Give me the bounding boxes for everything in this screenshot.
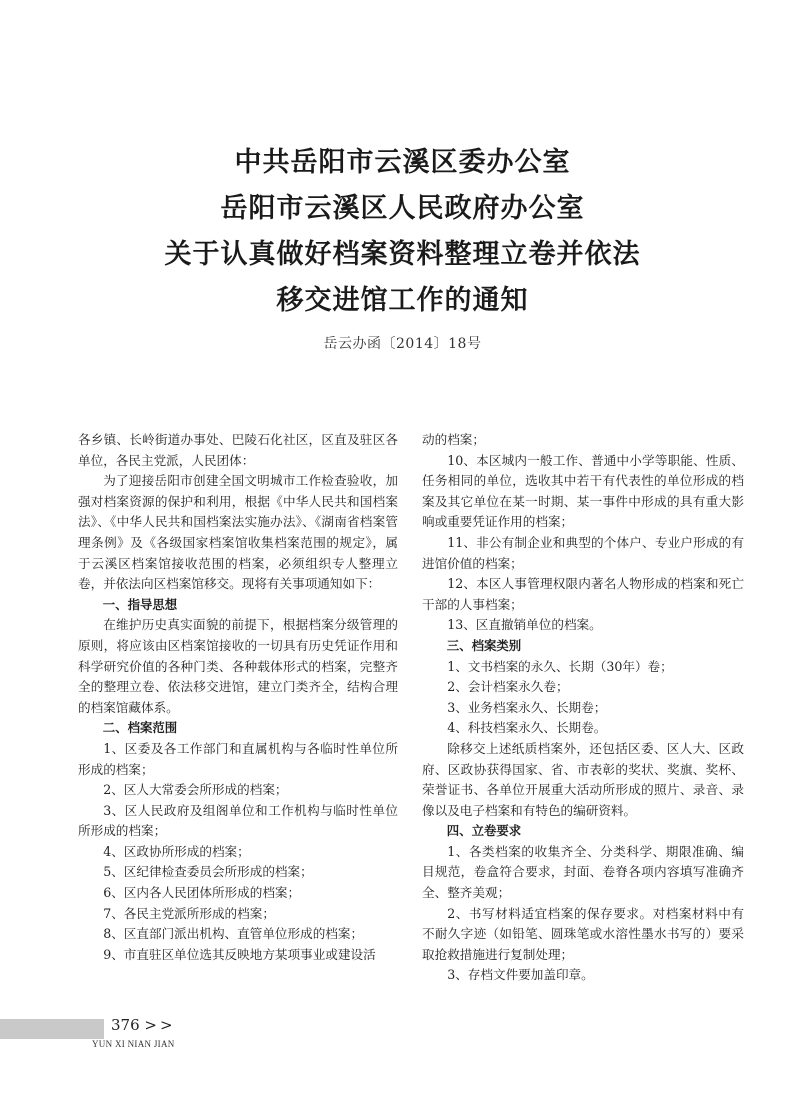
paragraph: 4、科技档案永久、长期卷。 <box>447 720 607 736</box>
paragraph: 动的档案； <box>422 432 485 447</box>
section-heading: 二、档案范围 <box>102 720 178 736</box>
page-number-value: 376 <box>111 1016 140 1034</box>
paragraph: 3、业务档案永久、长期卷； <box>447 699 607 715</box>
right-text-column <box>422 430 744 986</box>
paragraph: 7、各民主党派所形成的档案； <box>103 905 275 921</box>
paragraph: 3、区人民政府及组阁单位和工作机构与临时性单位所形成的档案； <box>78 802 398 839</box>
paragraph: 1、文书档案的永久、长期（30年）卷； <box>447 658 673 674</box>
title-line: 移交进馆工作的通知 <box>276 285 529 316</box>
paragraph: 5、区纪律检查委员会所形成的档案； <box>103 864 313 880</box>
paragraph: 12、本区人事管理权限内著名人物形成的档案和死亡干部的人事档案； <box>422 576 744 612</box>
paragraph: 2、书写材料适宜档案的保存要求。对档案材料中有不耐久字迹（如铅笔、圆珠笔或水溶性墨水书写的）要采取抢救措施进行复制处理； <box>422 905 744 962</box>
publication-name: YUN XI NIAN JIAN <box>92 1039 175 1049</box>
paragraph: 1、各类档案的收集齐全、分类科学、期限准确、编目规范，卷盒符合要求，封面、卷脊各项内容填写准确齐全、整齐美观； <box>422 843 744 901</box>
section-heading: 四、立卷要求 <box>446 823 522 839</box>
section-heading: 一、指导思想 <box>102 596 178 612</box>
section-heading: 三、档案类别 <box>446 637 522 653</box>
document-title <box>0 140 805 324</box>
paragraph: 2、区人大常委会所形成的档案； <box>103 782 288 798</box>
paragraph: 6、区内各人民团体所形成的档案； <box>103 885 301 901</box>
paragraph: 9、市直驻区单位选其反映地方某项事业或建设活 <box>103 946 376 962</box>
page-number <box>111 1016 176 1034</box>
paragraph: 1、区委及各工作部门和直属机构与各临时性单位所形成的档案； <box>78 740 398 777</box>
paragraph: 8、区直部门派出机构、直管单位形成的档案； <box>103 926 364 942</box>
paragraph: 11、非公有制企业和典型的个体户、专业户形成的有进馆价值的档案； <box>422 534 744 571</box>
paragraph: 13、区直撤销单位的档案。 <box>447 617 602 633</box>
paragraph: 4、区政协所形成的档案； <box>103 843 250 859</box>
paragraph: 为了迎接岳阳市创建全国文明城市工作检查验收，加强对档案资源的保护和利用，根据《中华人民共和国档案法》、《中华人民共和国档案法实施办法》、《湖南省档案管理条例》及《各级国家档案馆收集档案范围的规定》，属于云溪区档案馆接收范围的档案，必须组织专人整理立卷，并依法向区档案馆移交。现将有关事项通知如下： <box>78 473 398 592</box>
paragraph: 10、本区城内一般工作、普通中小学等职能、性质、任务相同的单位，选收其中若干有代表性的单位形成的档案及其它单位在某一时期、某一事件中形成的具有重大影响或重要凭证作用的档案； <box>422 452 744 530</box>
paragraph: 除移交上述纸质档案外，还包括区委、区人大、区政府、区政协获得国家、省、市表彰的奖状、奖旗、奖杯、荣誉证书、各单位开展重大活动所形成的照片、录音、录像以及电子档案和有特色的编研资料。 <box>422 740 744 818</box>
paragraph: 各乡镇、长岭街道办事处、巴陵石化社区，区直及驻区各单位，各民主党派，人民团体： <box>78 432 398 468</box>
title-line: 中共岳阳市云溪区委办公室 <box>234 147 571 178</box>
title-line: 关于认真做好档案资料整理立卷并依法 <box>164 239 641 270</box>
paragraph: 3、存档文件要加盖印章。 <box>447 967 594 983</box>
page-arrows: >> <box>144 1016 176 1034</box>
title-line: 岳阳市云溪区人民政府办公室 <box>220 193 585 224</box>
document-number: 岳云办函〔2014〕18号 <box>323 336 482 352</box>
paragraph: 在维护历史真实面貌的前提下，根据档案分级管理的原则，将应该由区档案馆接收的一切具有历史凭证作用和科学研究价值的各种门类、各种载体形式的档案，完整齐全的整理立卷、依法移交进馆，建立门类齐全，结构合理的档案馆藏体系。 <box>78 617 398 715</box>
footer-bar <box>0 1019 104 1039</box>
paragraph: 2、会计档案永久卷； <box>447 679 569 695</box>
left-text-column <box>78 430 398 965</box>
